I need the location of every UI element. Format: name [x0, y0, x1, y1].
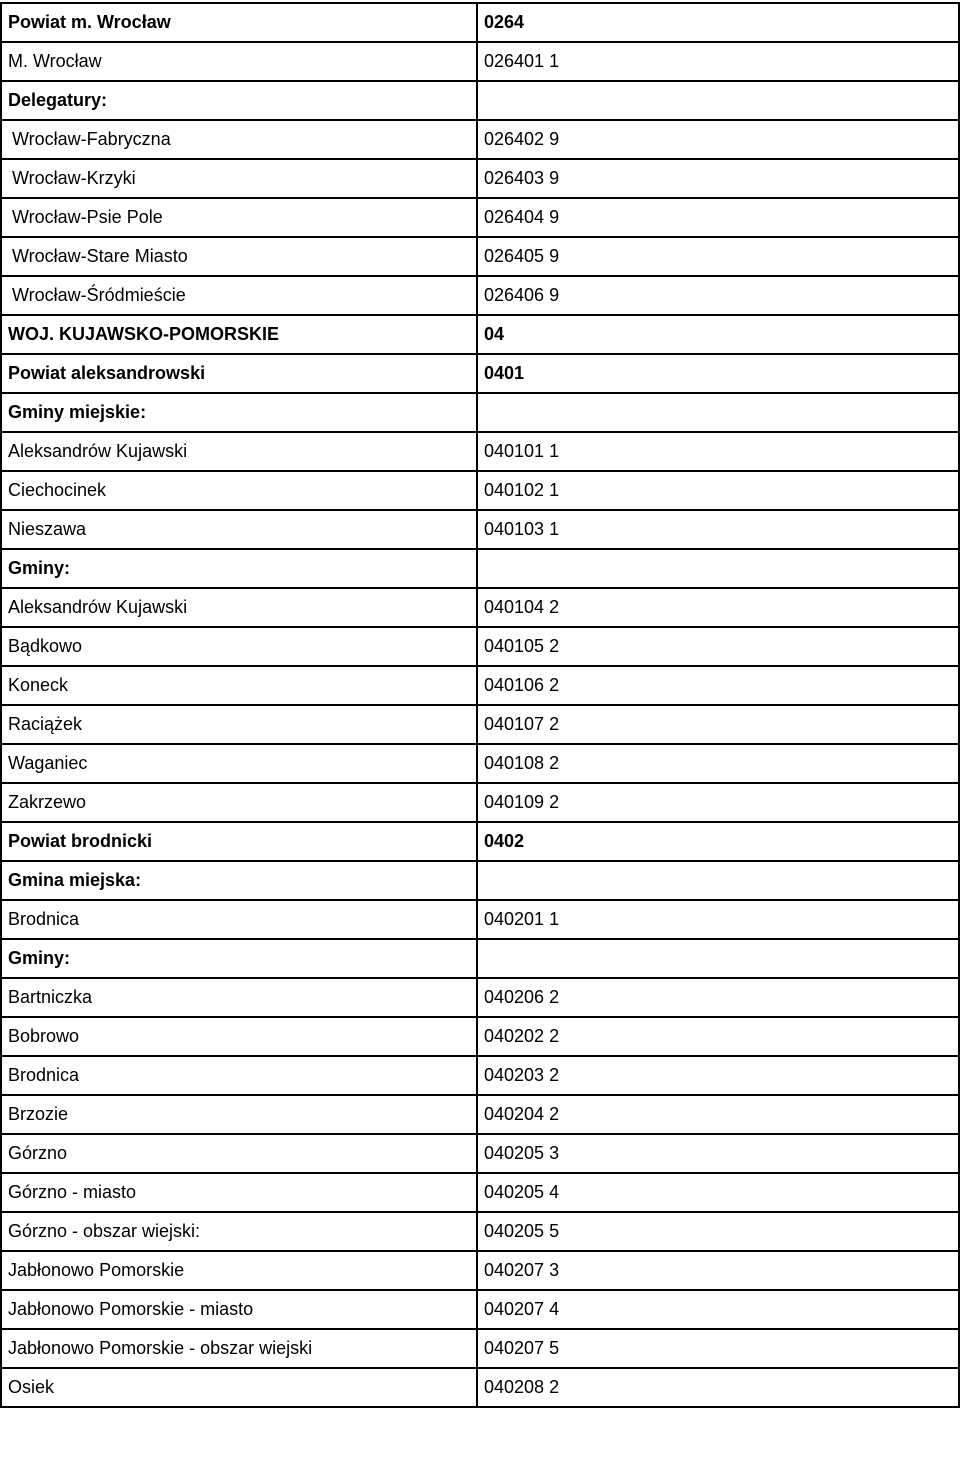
unit-code-cell: 026404 9: [477, 198, 959, 237]
unit-name-cell: WOJ. KUJAWSKO-POMORSKIE: [1, 315, 477, 354]
unit-name-cell: Delegatury:: [1, 81, 477, 120]
table-row: [1, 705, 959, 744]
table-row: [1, 276, 959, 315]
unit-name-cell: Raciążek: [1, 705, 477, 744]
table-row: [1, 627, 959, 666]
table-row: [1, 1251, 959, 1290]
unit-code-cell: [477, 81, 959, 120]
unit-name-cell: Jabłonowo Pomorskie - miasto: [1, 1290, 477, 1329]
unit-code-cell: 040207 4: [477, 1290, 959, 1329]
unit-name-cell: M. Wrocław: [1, 42, 477, 81]
unit-name-cell: Zakrzewo: [1, 783, 477, 822]
unit-name-cell: Górzno - obszar wiejski:: [1, 1212, 477, 1251]
unit-code-cell: 040109 2: [477, 783, 959, 822]
table-row: [1, 1329, 959, 1368]
table-row: [1, 978, 959, 1017]
section-heading-row: [1, 939, 959, 978]
unit-name-cell: Wrocław-Psie Pole: [1, 198, 477, 237]
table-row: [1, 1056, 959, 1095]
unit-code-cell: 040106 2: [477, 666, 959, 705]
unit-code-cell: 040105 2: [477, 627, 959, 666]
unit-name-cell: Bartniczka: [1, 978, 477, 1017]
unit-name-cell: Brodnica: [1, 900, 477, 939]
unit-name-cell: Brzozie: [1, 1095, 477, 1134]
table-row: [1, 1368, 959, 1407]
unit-code-cell: 040207 3: [477, 1251, 959, 1290]
section-heading-row: [1, 81, 959, 120]
section-heading-row: [1, 315, 959, 354]
unit-code-cell: [477, 393, 959, 432]
table-row: [1, 783, 959, 822]
section-heading-row: [1, 354, 959, 393]
unit-code-cell: 026405 9: [477, 237, 959, 276]
unit-code-cell: 040204 2: [477, 1095, 959, 1134]
unit-name-cell: Koneck: [1, 666, 477, 705]
table-row: [1, 744, 959, 783]
unit-name-cell: Powiat aleksandrowski: [1, 354, 477, 393]
table-row: [1, 588, 959, 627]
unit-code-cell: 0402: [477, 822, 959, 861]
table-row: [1, 159, 959, 198]
section-heading-row: [1, 861, 959, 900]
unit-code-cell: 040107 2: [477, 705, 959, 744]
table-row: [1, 120, 959, 159]
table-row: [1, 1173, 959, 1212]
table-row: [1, 237, 959, 276]
table-row: [1, 510, 959, 549]
unit-code-cell: 0401: [477, 354, 959, 393]
unit-name-cell: Jabłonowo Pomorskie - obszar wiejski: [1, 1329, 477, 1368]
unit-name-cell: Gminy:: [1, 939, 477, 978]
unit-code-cell: 040202 2: [477, 1017, 959, 1056]
table-row: [1, 1212, 959, 1251]
table-body: [1, 3, 959, 1407]
unit-name-cell: Powiat m. Wrocław: [1, 3, 477, 42]
unit-code-cell: 040201 1: [477, 900, 959, 939]
unit-code-cell: 0264: [477, 3, 959, 42]
unit-code-cell: 040104 2: [477, 588, 959, 627]
unit-code-cell: 026401 1: [477, 42, 959, 81]
unit-code-cell: 040102 1: [477, 471, 959, 510]
unit-code-cell: 040205 4: [477, 1173, 959, 1212]
unit-name-cell: Wrocław-Stare Miasto: [1, 237, 477, 276]
unit-name-cell: Aleksandrów Kujawski: [1, 588, 477, 627]
unit-code-cell: [477, 939, 959, 978]
unit-name-cell: Gminy miejskie:: [1, 393, 477, 432]
unit-name-cell: Wrocław-Fabryczna: [1, 120, 477, 159]
unit-code-cell: 040101 1: [477, 432, 959, 471]
unit-code-cell: 04: [477, 315, 959, 354]
table-row: [1, 1290, 959, 1329]
unit-code-cell: 026403 9: [477, 159, 959, 198]
unit-code-cell: 026406 9: [477, 276, 959, 315]
table-row: [1, 666, 959, 705]
unit-name-cell: Brodnica: [1, 1056, 477, 1095]
unit-name-cell: Bądkowo: [1, 627, 477, 666]
unit-code-cell: [477, 549, 959, 588]
unit-code-cell: 040108 2: [477, 744, 959, 783]
table-row: [1, 900, 959, 939]
unit-code-cell: 040208 2: [477, 1368, 959, 1407]
unit-name-cell: Ciechocinek: [1, 471, 477, 510]
unit-name-cell: Gminy:: [1, 549, 477, 588]
section-heading-row: [1, 822, 959, 861]
unit-name-cell: Jabłonowo Pomorskie: [1, 1251, 477, 1290]
section-heading-row: [1, 3, 959, 42]
unit-name-cell: Powiat brodnicki: [1, 822, 477, 861]
unit-name-cell: Górzno: [1, 1134, 477, 1173]
section-heading-row: [1, 549, 959, 588]
table-row: [1, 1017, 959, 1056]
unit-name-cell: Bobrowo: [1, 1017, 477, 1056]
section-heading-row: [1, 393, 959, 432]
table-row: [1, 471, 959, 510]
unit-code-cell: 040207 5: [477, 1329, 959, 1368]
unit-name-cell: Wrocław-Krzyki: [1, 159, 477, 198]
table-row: [1, 198, 959, 237]
unit-name-cell: Wrocław-Śródmieście: [1, 276, 477, 315]
unit-name-cell: Waganiec: [1, 744, 477, 783]
unit-code-cell: 040205 3: [477, 1134, 959, 1173]
territorial-code-table: [0, 2, 960, 1408]
unit-name-cell: Osiek: [1, 1368, 477, 1407]
table-row: [1, 1095, 959, 1134]
unit-code-cell: 040206 2: [477, 978, 959, 1017]
unit-name-cell: Górzno - miasto: [1, 1173, 477, 1212]
unit-name-cell: Aleksandrów Kujawski: [1, 432, 477, 471]
unit-name-cell: Nieszawa: [1, 510, 477, 549]
table-row: [1, 1134, 959, 1173]
unit-code-cell: 040103 1: [477, 510, 959, 549]
table-row: [1, 432, 959, 471]
unit-code-cell: [477, 861, 959, 900]
unit-name-cell: Gmina miejska:: [1, 861, 477, 900]
unit-code-cell: 040203 2: [477, 1056, 959, 1095]
unit-code-cell: 026402 9: [477, 120, 959, 159]
unit-code-cell: 040205 5: [477, 1212, 959, 1251]
table-row: [1, 42, 959, 81]
